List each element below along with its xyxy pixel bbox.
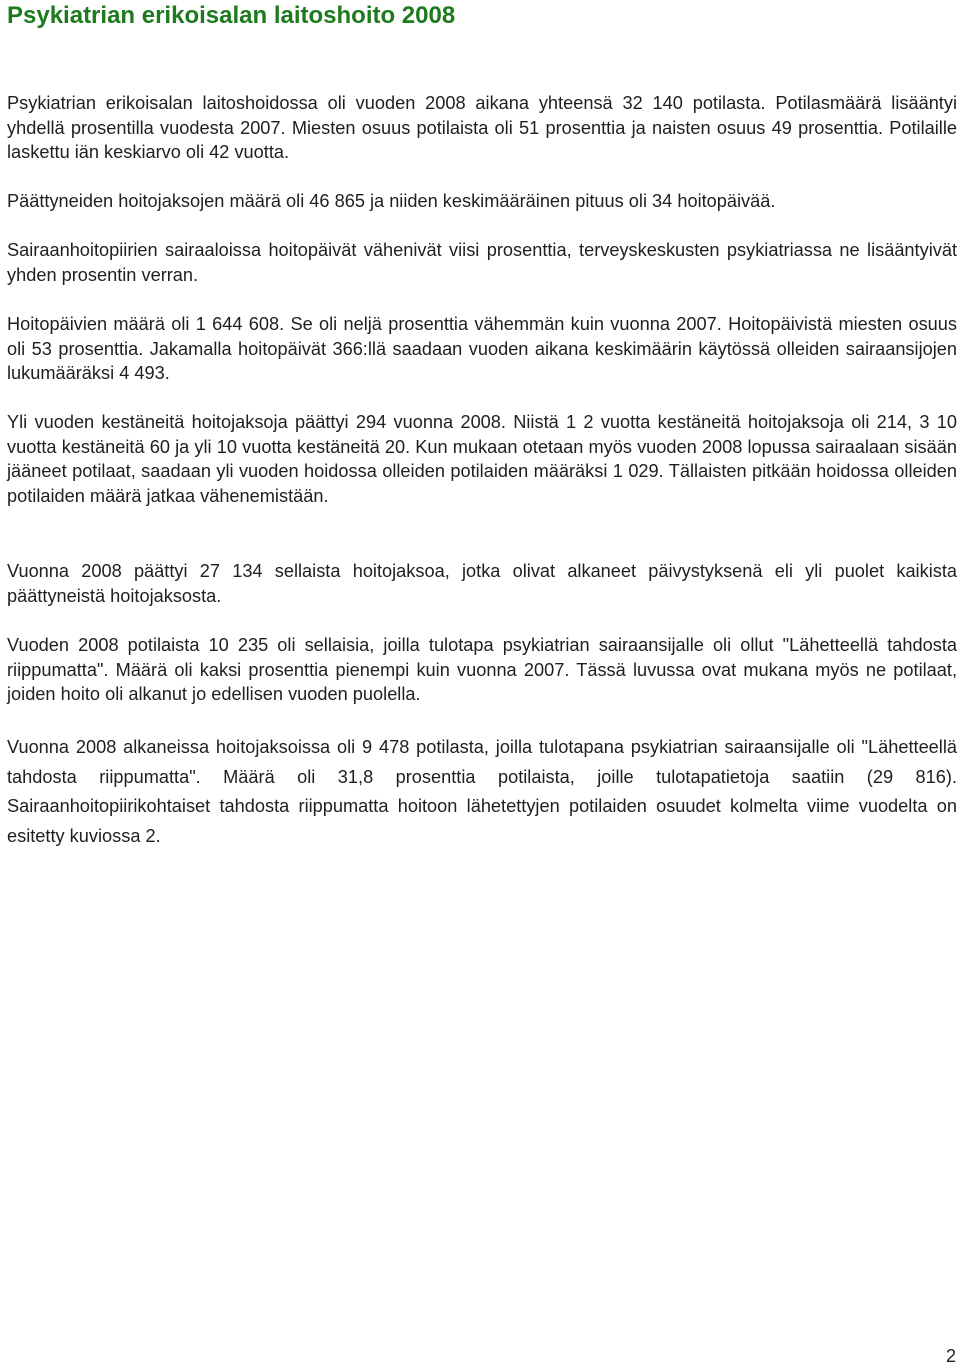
paragraph-involuntary-patients: Vuoden 2008 potilaista 10 235 oli sellaisia, joilla tulotapa psykiatrian sairaansijalle oli ollut "Lähetteellä tahdosta riippumatta". Määrä oli kaksi prosenttia pienempi kuin vuonna 2007. Tässä luvussa ovat mukana myös ne potilaat, joiden hoito oli alkanut jo edellisen vuoden puolella. bbox=[7, 635, 957, 705]
paragraph-care-periods: Päättyneiden hoitojaksojen määrä oli 46 865 ja niiden keskimääräinen pituus oli 34 hoitopäivää. bbox=[7, 191, 776, 211]
paragraph-emergency-admissions: Vuonna 2008 päättyi 27 134 sellaista hoitojaksoa, jotka olivat alkaneet päivystyksenä eli yli puolet kaikista päättyneistä hoitojaksosta. bbox=[7, 561, 957, 606]
paragraph-long-term-care: Yli vuoden kestäneitä hoitojaksoja päättyi 294 vuonna 2008. Niistä 1 2 vuotta kestäneitä hoitojaksoja oli 214, 3 10 vuotta kestäneitä 60 ja yli 10 vuotta kestäneitä 20. Kun mukaan otetaan myös vuoden 2008 lopussa sairaalaan sisään jääneet potilaat, saadaan yli vuoden hoidossa olleiden potilaiden määräksi 1 029. Tällaisten pitkään hoidossa olleiden potilaiden määrä jatkaa vähenemistään. bbox=[7, 412, 957, 506]
page-title: Psykiatrian erikoisalan laitoshoito 2008 bbox=[7, 2, 456, 29]
paragraph-care-days-total: Hoitopäivien määrä oli 1 644 608. Se oli neljä prosenttia vähemmän kuin vuonna 2007. Hoitopäivistä miesten osuus oli 53 prosenttia. Jakamalla hoitopäivät 366:llä saadaan vuoden aikana keskimäärin käytössä olleiden sairaansijojen lukumääräksi 4 493. bbox=[7, 314, 957, 384]
paragraph-involuntary-admissions: Vuonna 2008 alkaneissa hoitojaksoissa oli 9 478 potilasta, joilla tulotapana psykiatrian sairaansijalle oli "Lähetteellä tahdosta riippumatta". Määrä oli 31,8 prosenttia potilaista, joille tulotapatietoja saatiin (29 816). Sairaanhoitopiirikohtaiset tahdosta riippumatta hoitoon lähetettyjen potilaiden osuudet kolmelta viime vuodelta on esitetty kuviossa 2. bbox=[7, 737, 957, 846]
paragraph-care-days-change: Sairaanhoitopiirien sairaaloissa hoitopäivät vähenivät viisi prosenttia, terveyskeskusten psykiatriassa ne lisääntyivät yhden prosentin verran. bbox=[7, 240, 957, 285]
paragraph-patient-count: Psykiatrian erikoisalan laitoshoidossa oli vuoden 2008 aikana yhteensä 32 140 potilasta. Potilasmäärä lisääntyi yhdellä prosentilla vuodesta 2007. Miesten osuus potilaista oli 51 prosenttia ja naisten osuus 49 prosenttia. Potilaille laskettu iän keskiarvo oli 42 vuotta. bbox=[7, 93, 957, 163]
page-number: 2 bbox=[945, 1346, 956, 1366]
